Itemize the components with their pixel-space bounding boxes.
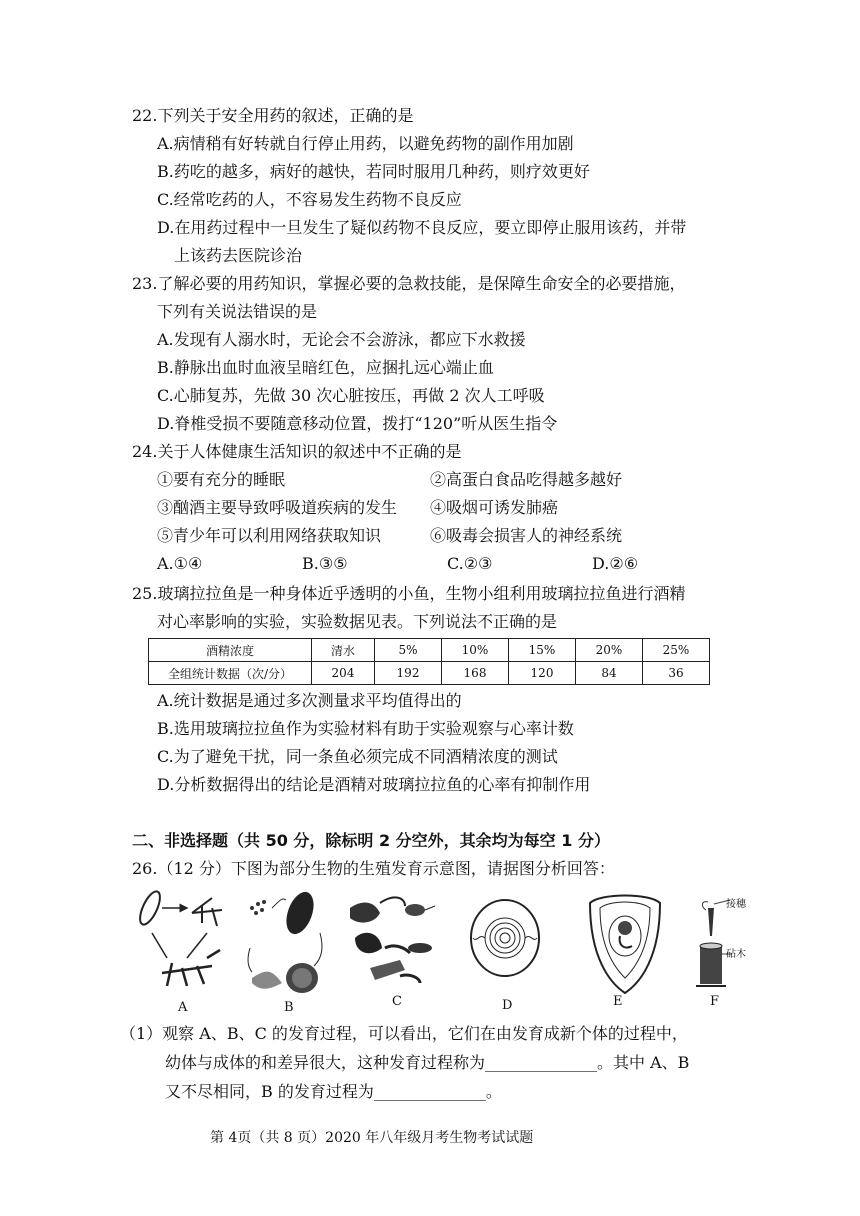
q25-stem-cont: 对心率影响的实验，实验数据见表。下列说法不正确的是 [157, 612, 558, 631]
table-cell: 清水 [312, 639, 375, 662]
q24-items-row3 [157, 525, 703, 547]
q25-option-d: D.分析数据得出的结论是酒精对玻璃拉拉鱼的心率有抑制作用 [157, 775, 591, 794]
figure-b-silkworm-cycle [242, 888, 332, 1008]
q23-stem-cont: 下列有关说法错误的是 [157, 302, 318, 321]
q23-option-d: D.脊椎受损不要随意移动位置，拨打“120”听从医生指令 [157, 414, 558, 433]
q26-part1-line1: （1）观察 A、B、C 的发育过程，可以看出，它们在由发育成新个体的过程中， [120, 1024, 688, 1043]
q24-item: ②高蛋白食品吃得越多越好 [430, 470, 623, 489]
table-row [149, 662, 710, 685]
figure-label-d: D [502, 998, 513, 1013]
figure-f-label-scion: 接穗 [726, 899, 746, 910]
q25-option-c: C.为了避免干扰，同一条鱼必须完成不同酒精浓度的测试 [157, 747, 558, 766]
q24-items-row1 [157, 469, 703, 491]
q25-data-table [148, 638, 710, 685]
figure-label-f: F [710, 994, 720, 1009]
q26-part1-line3: 又不尽相同，B 的发育过程为______________。 [165, 1082, 502, 1101]
table-cell: 酒精浓度 [149, 639, 312, 662]
q22-option-d: D.在用药过程中一旦发生了疑似药物不良反应，要立即停止服用该药，并带 [157, 218, 687, 237]
q24-item: ④吸烟可诱发肺癌 [430, 498, 559, 517]
q24-item: ①要有充分的睡眠 [157, 470, 286, 489]
q23-option-b: B.静脉出血时血液呈暗红色，应捆扎远心端止血 [157, 358, 494, 377]
table-cell: 15% [509, 639, 576, 662]
q22-option-d-cont: 上该药去医院诊治 [174, 246, 303, 265]
figure-e-embryo-uterus [580, 888, 670, 998]
q25-option-b: B.选用玻璃拉拉鱼作为实验材料有助于实验观察与心率计数 [157, 719, 574, 738]
table-cell: 204 [312, 662, 375, 685]
section-heading: 二、非选择题（共 50 分，除标明 2 分空外，其余均为每空 1 分） [132, 831, 610, 850]
q23-stem: 23.了解必要的用药知识，掌握必要的急救技能，是保障生命安全的必要措施， [132, 274, 686, 293]
q26-part1-line2: 幼体与成体的和差异很大，这种发育过程称为______________。其中 A、B [165, 1053, 690, 1072]
q24-item: ③酗酒主要导致呼吸道疾病的发生 [157, 498, 398, 517]
figure-a-grasshopper-cycle [132, 888, 232, 1008]
figure-d-egg-structure [465, 888, 545, 988]
table-cell: 36 [643, 662, 710, 685]
table-cell: 25% [643, 639, 710, 662]
q22-option-a: A.病情稍有好转就自行停止用药，以避免药物的副作用加剧 [157, 134, 574, 153]
q22-stem: 22.下列关于安全用药的叙述，正确的是 [132, 106, 414, 125]
q26-stem: 26.（12 分）下图为部分生物的生殖发育示意图，请据图分析回答： [132, 859, 615, 878]
q23-option-a: A.发现有人溺水时，无论会不会游泳，都应下水救援 [157, 330, 526, 349]
q22-option-b: B.药吃的越多，病好的越快，若同时服用几种药，则疗效更好 [157, 162, 590, 181]
table-cell: 192 [375, 662, 442, 685]
q24-options [157, 553, 737, 575]
figure-f-label-rootstock: 砧木 [726, 949, 746, 960]
figure-c-frog-development [340, 888, 440, 1008]
q24-option: A.①④ [157, 554, 203, 573]
table-cell: 168 [442, 662, 509, 685]
q22-option-c: C.经常吃药的人，不容易发生药物不良反应 [157, 190, 462, 209]
table-cell: 5% [375, 639, 442, 662]
table-cell: 84 [576, 662, 643, 685]
table-cell: 全组统计数据（次/分） [149, 662, 312, 685]
table-header-row [149, 639, 710, 662]
q24-option: C.②③ [447, 554, 493, 573]
q25-stem: 25.玻璃拉拉鱼是一种身体近乎透明的小鱼，生物小组利用玻璃拉拉鱼进行酒精 [132, 584, 686, 603]
table-cell: 10% [442, 639, 509, 662]
q24-option: D.②⑥ [592, 554, 639, 573]
page-footer: 第 4页（共 8 页）2020 年八年级月考生物考试试题 [210, 1130, 534, 1146]
q23-option-c: C.心肺复苏，先做 30 次心脏按压，再做 2 次人工呼吸 [157, 386, 545, 405]
figure-label-c: C [392, 994, 402, 1009]
q24-item: ⑥吸毒会损害人的神经系统 [430, 526, 623, 545]
q25-option-a: A.统计数据是通过多次测量求平均值得出的 [157, 691, 462, 710]
q24-item: ⑤青少年可以利用网络获取知识 [157, 526, 382, 545]
q24-option: B.③⑤ [302, 554, 348, 573]
q24-items-row2 [157, 497, 703, 519]
figure-label-b: B [284, 1000, 294, 1015]
table-cell: 20% [576, 639, 643, 662]
q24-stem: 24.关于人体健康生活知识的叙述中不正确的是 [132, 442, 462, 461]
figure-label-a: A [178, 1000, 188, 1015]
figure-label-e: E [613, 994, 623, 1009]
table-cell: 120 [509, 662, 576, 685]
